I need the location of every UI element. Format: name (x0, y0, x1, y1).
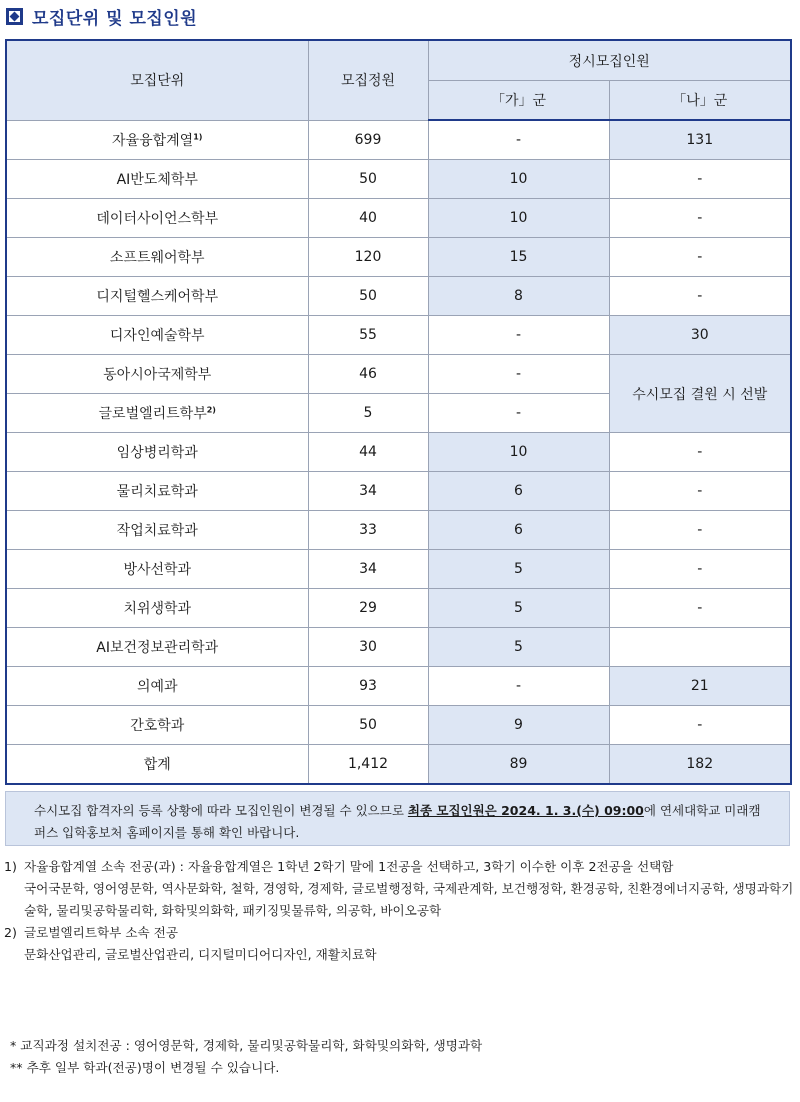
total-row (6, 745, 791, 785)
table-row (6, 706, 791, 745)
quota-cell: 40 (308, 199, 428, 238)
table-row (6, 589, 791, 628)
ga-cell: - (428, 667, 609, 706)
na-cell (609, 628, 791, 667)
quota-cell: 44 (308, 433, 428, 472)
table-row (6, 472, 791, 511)
quota-cell: 120 (308, 238, 428, 277)
quota-cell: 50 (308, 160, 428, 199)
quota-cell: 29 (308, 589, 428, 628)
table-row (6, 511, 791, 550)
unit-cell: 데이터사이언스학부 (6, 199, 308, 238)
unit-cell: 임상병리학과 (6, 433, 308, 472)
quota-cell: 5 (308, 394, 428, 433)
recruitment-table (5, 39, 792, 785)
unit-cell: 작업치료학과 (6, 511, 308, 550)
section-title-text: 모집단위 및 모집인원 (32, 8, 198, 29)
footnote-2 (4, 922, 796, 966)
ga-cell: 5 (428, 628, 609, 667)
na-cell: - (609, 472, 791, 511)
quota-cell: 50 (308, 277, 428, 316)
quota-cell: 93 (308, 667, 428, 706)
ga-cell: - (428, 120, 609, 160)
table-row (6, 120, 791, 160)
unit-cell: AI보건정보관리학과 (6, 628, 308, 667)
ga-cell: 5 (428, 550, 609, 589)
ga-cell: 15 (428, 238, 609, 277)
ga-cell: - (428, 355, 609, 394)
na-cell: 21 (609, 667, 791, 706)
unit-cell: 디지털헬스케어학부 (6, 277, 308, 316)
header-regular: 정시모집인원 (428, 40, 791, 81)
unit-cell: 의예과 (6, 667, 308, 706)
total-label: 합계 (6, 745, 308, 785)
na-cell: - (609, 706, 791, 745)
quota-cell: 55 (308, 316, 428, 355)
footnote-number: 1) (4, 859, 17, 874)
table-row (6, 550, 791, 589)
footnote-body: 국어국문학, 영어영문학, 역사문화학, 철학, 경영학, 경제학, 글로벌행정학, 국제관계학, 보건행정학, 환경공학, 친환경에너지공학, 생명과학기술학, 물리및공학물리학, 화학및의화학, 패키징및물류학, 의공학, 바이오공학 (24, 881, 794, 918)
notice-box (5, 791, 790, 846)
unit-cell: 방사선학과 (6, 550, 308, 589)
quota-cell: 33 (308, 511, 428, 550)
ga-cell: - (428, 394, 609, 433)
quota-cell: 699 (308, 120, 428, 160)
unit-cell: 디자인예술학부 (6, 316, 308, 355)
unit-cell: 간호학과 (6, 706, 308, 745)
square-bullet-icon (6, 8, 23, 25)
ga-cell: 6 (428, 472, 609, 511)
table-row (6, 316, 791, 355)
na-cell: - (609, 238, 791, 277)
footnote-body: 문화산업관리, 글로벌산업관리, 디지털미디어디자인, 재활치료학 (24, 947, 377, 962)
ga-cell: - (428, 316, 609, 355)
na-cell-merged: 수시모집 결원 시 선발 (609, 355, 791, 433)
na-cell: - (609, 550, 791, 589)
table-row (6, 355, 791, 394)
unit-cell: AI반도체학부 (6, 160, 308, 199)
footnote-number: 2) (4, 925, 17, 940)
table-row (6, 628, 791, 667)
na-cell: - (609, 160, 791, 199)
total-quota: 1,412 (308, 745, 428, 785)
note-name-change: ** 추후 일부 학과(전공)명이 변경될 수 있습니다. (10, 1060, 280, 1075)
footnote-1 (4, 856, 796, 922)
ga-cell: 8 (428, 277, 609, 316)
header-unit: 모집단위 (6, 40, 308, 120)
ga-cell: 10 (428, 433, 609, 472)
quota-cell: 34 (308, 472, 428, 511)
ga-cell: 10 (428, 160, 609, 199)
unit-cell: 치위생학과 (6, 589, 308, 628)
na-cell: 131 (609, 120, 791, 160)
ga-cell: 9 (428, 706, 609, 745)
na-cell: - (609, 589, 791, 628)
na-cell: - (609, 199, 791, 238)
notice-highlight: 최종 모집인원은 2024. 1. 3.(수) 09:00 (407, 803, 644, 818)
bottom-notes (10, 1035, 482, 1079)
header-group-ga: 「가」군 (428, 81, 609, 121)
footnote-title: 글로벌엘리트학부 소속 전공 (24, 925, 178, 940)
unit-cell: 동아시아국제학부 (6, 355, 308, 394)
unit-cell: 소프트웨어학부 (6, 238, 308, 277)
table-row (6, 277, 791, 316)
quota-cell: 50 (308, 706, 428, 745)
na-cell: 30 (609, 316, 791, 355)
footnote-title: 자율융합계열 소속 전공(과) : 자율융합계열은 1학년 2학기 말에 1전공을 선택하고, 3학기 이수한 이후 2전공을 선택함 (24, 859, 674, 874)
note-teaching-course: * 교직과정 설치전공 : 영어영문학, 경제학, 물리및공학물리학, 화학및의화학, 생명과학 (10, 1038, 483, 1053)
table-row (6, 160, 791, 199)
quota-cell: 46 (308, 355, 428, 394)
unit-cell: 자율융합계열$^{1)}$ (6, 120, 308, 160)
quota-cell: 30 (308, 628, 428, 667)
footnotes (4, 856, 796, 966)
footnote-ref: 2) (206, 405, 216, 415)
na-cell: - (609, 511, 791, 550)
notice-text-end: 에 연세대학교 미래캠퍼스 입학홍보처 홈페이지를 통해 확인 바랍니다. (34, 803, 761, 840)
ga-cell: 5 (428, 589, 609, 628)
table-row (6, 199, 791, 238)
ga-cell: 6 (428, 511, 609, 550)
footnote-ref: 1) (193, 132, 203, 142)
quota-cell: 34 (308, 550, 428, 589)
unit-cell: 물리치료학과 (6, 472, 308, 511)
total-na: 182 (609, 745, 791, 785)
ga-cell: 10 (428, 199, 609, 238)
na-cell: - (609, 433, 791, 472)
unit-cell: 글로벌엘리트학부$^{2)}$ (6, 394, 308, 433)
total-ga: 89 (428, 745, 609, 785)
na-cell: - (609, 277, 791, 316)
header-group-na: 「나」군 (609, 81, 791, 121)
header-quota: 모집정원 (308, 40, 428, 120)
table-row (6, 433, 791, 472)
section-title (4, 2, 197, 30)
notice-text: 수시모집 합격자의 등록 상황에 따라 모집인원이 변경될 수 있으므로 (34, 803, 408, 818)
table-row (6, 667, 791, 706)
table-row (6, 238, 791, 277)
